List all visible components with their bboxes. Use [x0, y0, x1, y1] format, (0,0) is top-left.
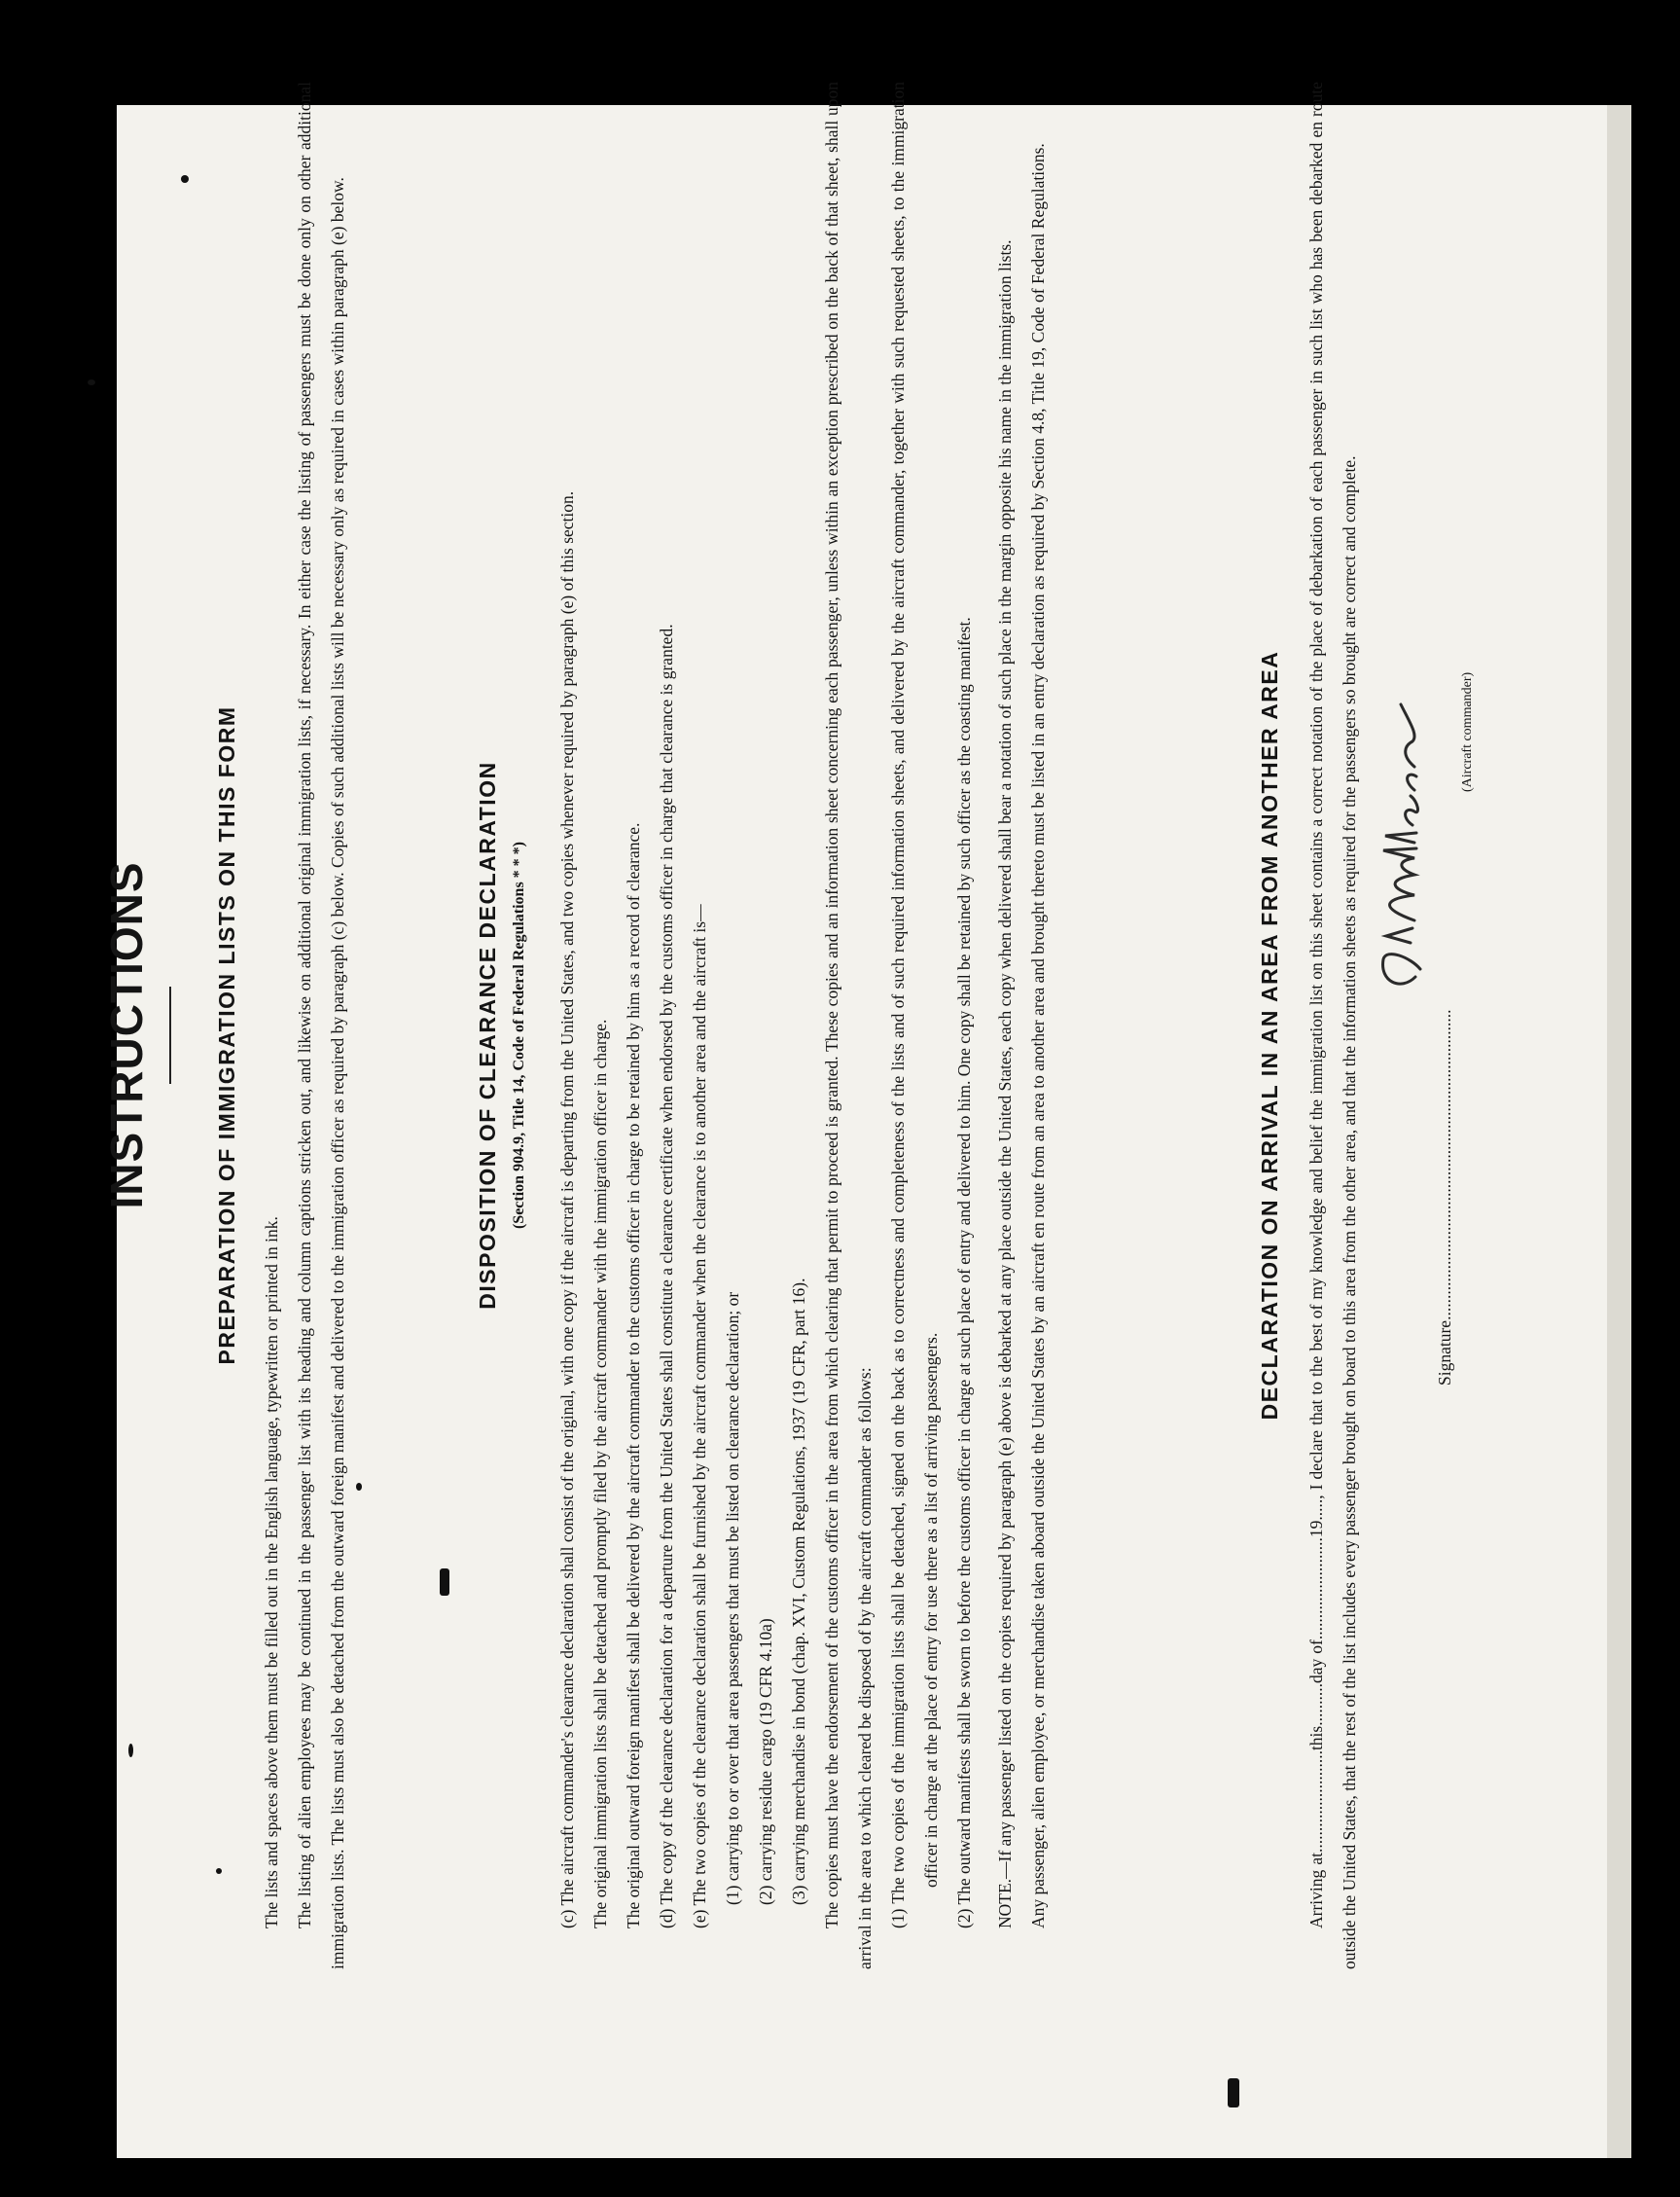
- paragraph-e-item-2: (2) carrying residue cargo (19 CFR 4.10a): [756, 1618, 775, 1905]
- scan-mark: [128, 1744, 133, 1757]
- scan-mark: [88, 379, 95, 385]
- rotated-instructions-sheet: [97, 62, 1537, 2008]
- preparation-paragraph-2: The listing of alien employees may be continued in the passenger list with its heading and column captions stricken out, and likewise on additional original immigration lists, if necessary. In either case the listing of passengers must be done only on other additional immigration lists. The lists must also be detached from the outward foreign manifest and delivered to the immigration officer as required by paragraph (c) below. Copies of such additional lists will be necessary only as required in cases within paragraph (e) below.: [295, 82, 347, 1969]
- paragraph-c-original-lists: The original immigration lists shall be detached and promptly filed by the aircraft commander with the immigration officer in charge.: [590, 1019, 610, 1928]
- note-paragraph: NOTE.—If any passenger listed on the copies required by paragraph (e) above is debarked at any place outside the United States, each copy when delivered shall bear a notation of such place in the margin opposite his name in the immigration lists.: [995, 239, 1015, 1928]
- paragraph-e-item-1: (1) carrying to or over that area passengers that must be listed on clearance declaration; or: [723, 1291, 742, 1905]
- disposition-subheading: (Section 904.9, Title 14, Code of Federal Regulations * * *): [511, 841, 527, 1230]
- paragraph-c: (c) The aircraft commander's clearance declaration shall consist of the original, with one copy if the aircraft is departing from the United States, and two copies whenever required by paragraph (e) of this section.: [557, 490, 577, 1928]
- paragraph-c-outward-manifest: The original outward foreign manifest shall be delivered by the aircraft commander to the customs officer in charge to be retained by him as a record of clearance.: [624, 822, 643, 1928]
- declaration-text: Arriving at........................this..........day of........................19....., I declare that to the best of my knowledge and belief the immigration list on this sheet contains a correct notation of the place of debarkation of each passenger in such list who has been debarked en route outside the United States, that the rest of the list includes every passenger brought on board to this area from the other area, and that the information sheets as required for the passengers so brought are correct and complete.: [1306, 82, 1359, 1969]
- preparation-section: [255, 82, 354, 1969]
- preparation-paragraph-1: The lists and spaces above them must be filled out in the English language, typewritten or printed in ink.: [262, 1216, 281, 1928]
- title-underline: [169, 987, 171, 1084]
- disposition-heading: DISPOSITION OF CLEARANCE DECLARATION: [475, 761, 500, 1310]
- scan-mark: [181, 175, 189, 183]
- disposition-section: [551, 82, 1054, 1969]
- paragraph-d: (d) The copy of the clearance declaration for a departure from the United States shall constitute a clearance certificate when endorsed by the customs officer in charge that clearance is granted.: [657, 624, 676, 1928]
- copies-paragraph: The copies must have the endorsement of the customs officer in the area from which clearing that permit to proceed is granted. These copies and an information sheet concerning each passenger, unless within an exception prescribed on the back of that sheet, shall upon arrival in the area to which cleared be disposed of by the aircraft commander as follows:: [822, 82, 875, 1969]
- page-title: INSTRUCTIONS: [101, 861, 152, 1209]
- declaration-section: [1300, 82, 1366, 1969]
- handwritten-signature: [1372, 675, 1440, 996]
- preparation-heading: PREPARATION OF IMMIGRATION LISTS ON THIS FORM: [214, 705, 239, 1365]
- page-edge: [1607, 105, 1631, 2158]
- scan-mark: [1228, 2078, 1239, 2107]
- scan-mark: [216, 1868, 222, 1874]
- copies-item-2: (2) The outward manifests shall be sworn to before the customs officer in charge at such place of entry and delivered to him. One copy shall be retained by such officer as the coasting manifest.: [954, 617, 974, 1928]
- scan-mark: [440, 1568, 449, 1596]
- paragraph-e-item-3: (3) carrying merchandise in bond (chap. XVI, Custom Regulations, 1937 (19 CFR, part 16).: [789, 1278, 808, 1905]
- any-passenger-paragraph: Any passenger, alien employee, or merchandise taken aboard outside the United States by an aircraft en route from an area to another area and brought thereto must be listed in an entry declaration as required by Section 4.8, Title 19, Code of Federal Regulations.: [1028, 143, 1048, 1928]
- scan-mark: [356, 1483, 362, 1491]
- signature-line: Signature.........................................................................: [1435, 1009, 1454, 1386]
- signature-caption: (Aircraft commander): [1460, 671, 1475, 792]
- copies-item-1: (1) The two copies of the immigration lists shall be detached, signed on the back as to correctness and completeness of the lists and of such required information sheets, and delivered by the aircraft commander, together with such requested sheets, to the immigration officer in charge at the place of entry for use there as a list of arriving passengers.: [888, 82, 941, 1928]
- paragraph-e: (e) The two copies of the clearance declaration shall be furnished by the aircraft commander when the clearance is to another area and the aircraft is—: [690, 904, 709, 1928]
- declaration-heading: DECLARATION ON ARRIVAL IN AN AREA FROM ANOTHER AREA: [1257, 650, 1282, 1421]
